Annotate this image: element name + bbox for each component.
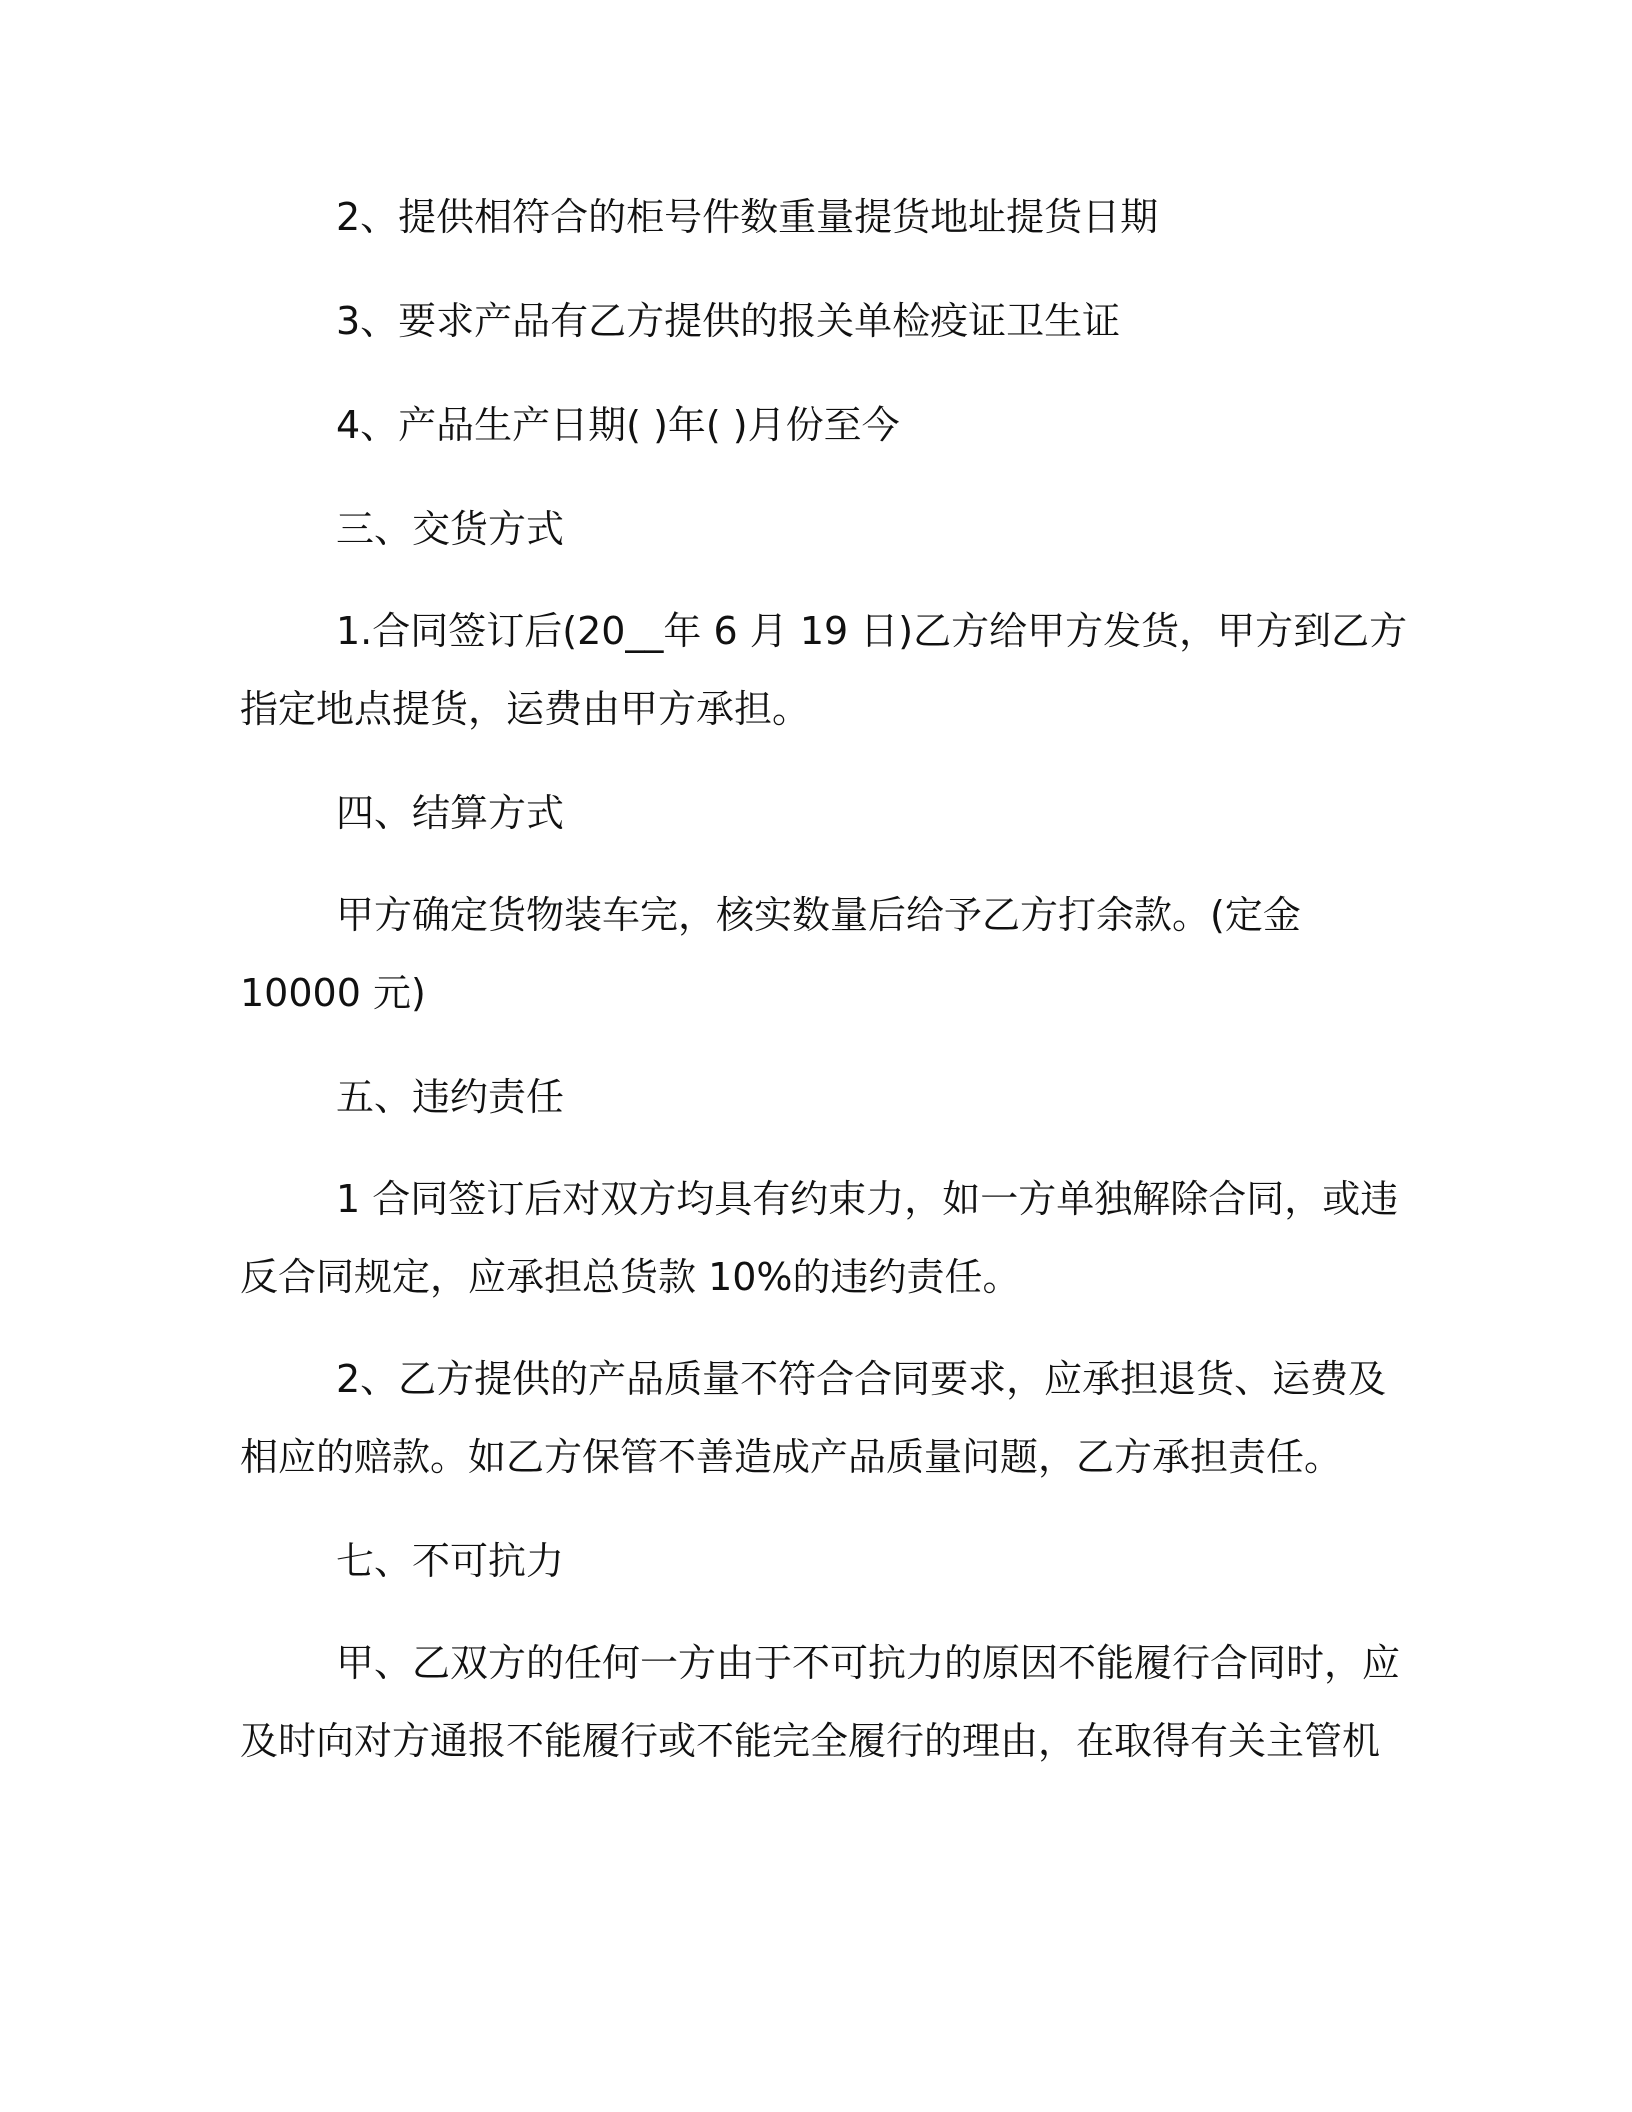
liability-clause-2-line-1: 2、乙方提供的产品质量不符合合同要求，应承担退货、运费及 [336, 1357, 1387, 1401]
item-3-certificates: 3、要求产品有乙方提供的报关单检疫证卫生证 [336, 299, 1121, 343]
settlement-clause-line-1: 甲方确定货物装车完，核实数量后给予乙方打余款。(定金 [336, 893, 1301, 937]
settlement-clause-line-2: 10000 元) [240, 971, 426, 1015]
force-majeure-clause-line-2: 及时向对方通报不能履行或不能完全履行的理由，在取得有关主管机 [240, 1719, 1381, 1763]
item-4-production-date: 4、产品生产日期( )年( )月份至今 [336, 403, 900, 447]
liability-clause-1-line-2: 反合同规定，应承担总货款 10%的违约责任。 [240, 1255, 1021, 1299]
section-heading-settlement: 四、结算方式 [336, 791, 565, 835]
force-majeure-clause-line-1: 甲、乙双方的任何一方由于不可抗力的原因不能履行合同时，应 [336, 1641, 1401, 1685]
item-2-pickup-details: 2、提供相符合的柜号件数重量提货地址提货日期 [336, 195, 1159, 239]
liability-clause-1-line-1: 1 合同签订后对双方均具有约束力，如一方单独解除合同，或违 [336, 1177, 1399, 1221]
delivery-clause-line-1: 1.合同签订后(20__年 6 月 19 日)乙方给甲方发货，甲方到乙方 [336, 609, 1408, 653]
section-heading-liability: 五、违约责任 [336, 1075, 565, 1119]
liability-clause-2-line-2: 相应的赔款。如乙方保管不善造成产品质量问题，乙方承担责任。 [240, 1435, 1343, 1479]
delivery-clause-line-2: 指定地点提货，运费由甲方承担。 [240, 687, 811, 731]
section-heading-delivery: 三、交货方式 [336, 507, 565, 551]
section-heading-force-majeure: 七、不可抗力 [336, 1539, 565, 1583]
